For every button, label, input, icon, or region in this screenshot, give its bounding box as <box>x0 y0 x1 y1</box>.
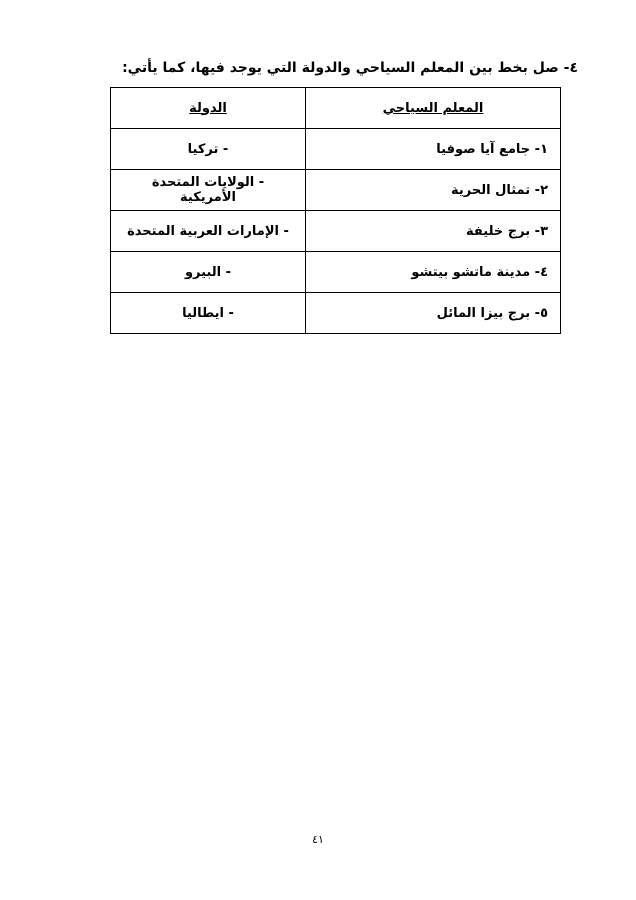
landmark-cell: ٥- برج بيزا المائل <box>306 293 561 334</box>
page-number: ٤١ <box>312 833 324 846</box>
landmark-cell: ٤- مدينة ماتشو بيتشو <box>306 252 561 293</box>
header-landmark: المعلم السياحي <box>306 88 561 129</box>
country-cell: - تركيا <box>111 129 306 170</box>
table-row <box>111 252 561 293</box>
country-cell: - الإمارات العربية المتحدة <box>111 211 306 252</box>
table-row <box>111 170 561 211</box>
table-row <box>111 129 561 170</box>
landmark-cell: ٣- برج خليفة <box>306 211 561 252</box>
table-row <box>111 211 561 252</box>
table-row <box>111 293 561 334</box>
country-cell: - الولايات المتحدة الأمريكية <box>111 170 306 211</box>
landmark-cell: ١- جامع آيا صوفيا <box>306 129 561 170</box>
country-cell: - البيرو <box>111 252 306 293</box>
table-header-row <box>111 88 561 129</box>
question-text: ٤- صل بخط بين المعلم السياحي والدولة التي يوجد فيها، كما يأتي: <box>122 60 578 76</box>
header-country: الدولة <box>111 88 306 129</box>
country-cell: - ايطاليا <box>111 293 306 334</box>
landmark-cell: ٢- تمثال الحرية <box>306 170 561 211</box>
matching-table <box>110 87 561 334</box>
